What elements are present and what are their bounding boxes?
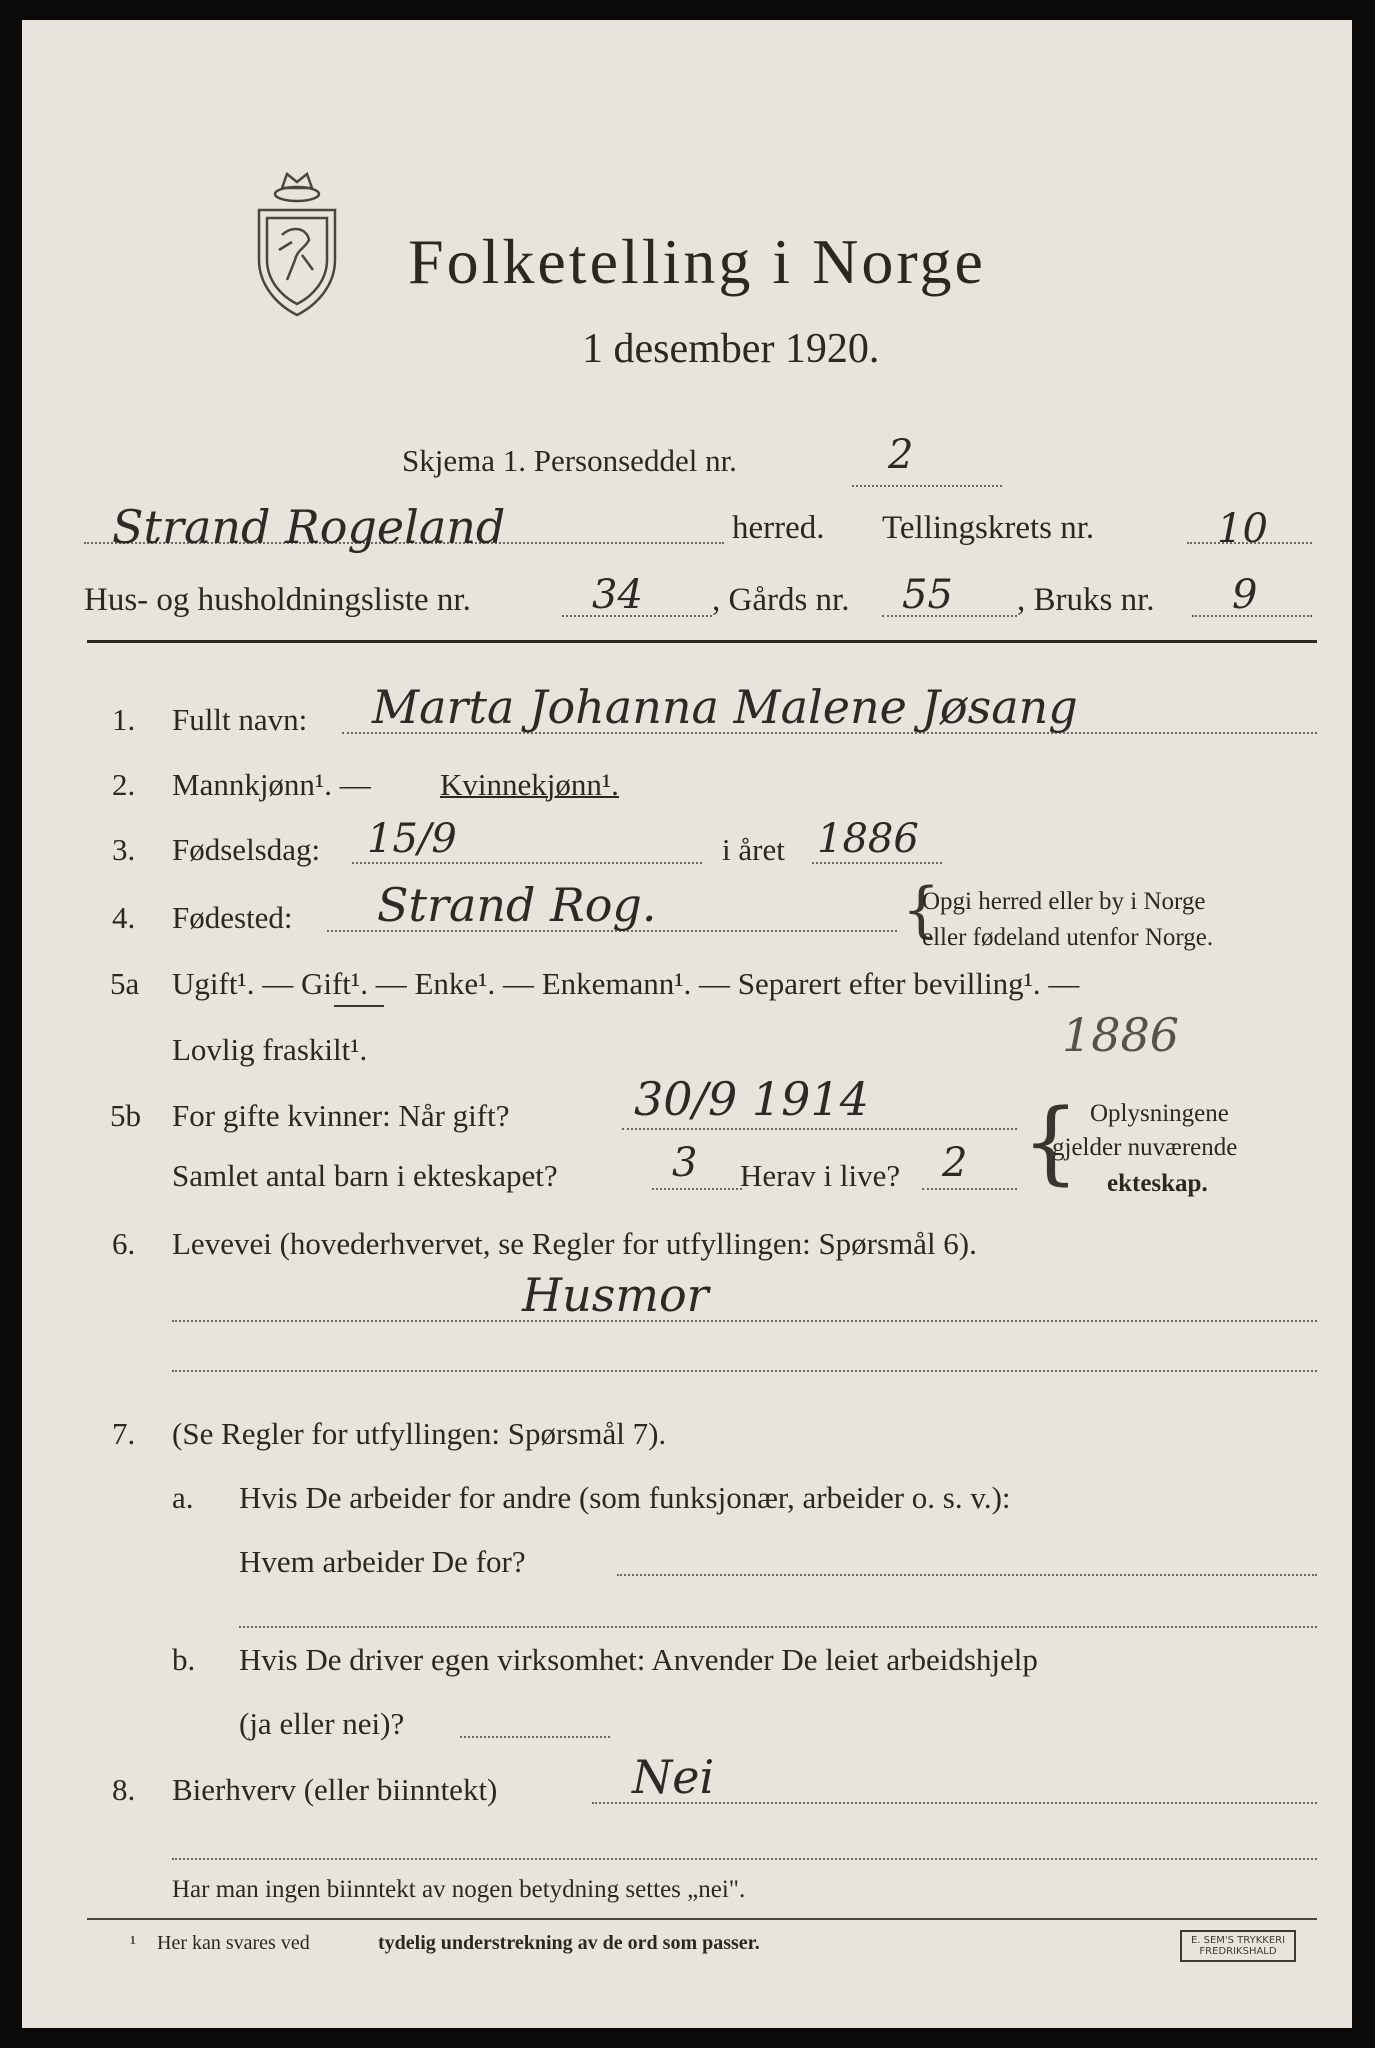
person-number-value: 2 [888, 432, 914, 478]
q4-number: 4. [112, 900, 136, 935]
married-label: For gifte kvinner: Når gift? [172, 1098, 510, 1133]
husliste-label: Hus- og husholdningsliste nr. [84, 582, 471, 618]
alive-label: Herav i live? [740, 1158, 901, 1193]
bruks-value: 9 [1232, 572, 1258, 618]
q5b-note-line2: gjelder nuværende [1052, 1134, 1238, 1161]
q5b-note-line3: ekteskap. [1107, 1170, 1208, 1197]
q4-brace: { [902, 875, 941, 945]
q5b-brace: { [1022, 1090, 1080, 1195]
q7a-line1: Hvis De arbeider for andre (som funksjonær, arbeider o. s. v.): [239, 1480, 1011, 1515]
tellingskrets-value: 10 [1217, 506, 1268, 552]
q4-note-line2: eller fødeland utenfor Norge. [922, 924, 1214, 951]
birth-year-label: i året [722, 832, 785, 867]
footnote-text-a: Her kan svares ved [157, 1932, 310, 1954]
q7b-line2: (ja eller nei)? [239, 1706, 405, 1741]
gards-label: , Gårds nr. [712, 582, 850, 618]
q7-label: (Se Regler for utfyllingen: Spørsmål 7). [172, 1416, 667, 1451]
printer-stamp: E. SEM'S TRYKKERI FREDRIKSHALD [1180, 1930, 1296, 1962]
q3-number: 3. [112, 832, 136, 867]
q7a-line2: Hvem arbeider De for? [239, 1544, 526, 1579]
q7b-letter: b. [172, 1642, 196, 1677]
birthplace-value: Strand Rog. [377, 878, 657, 932]
herred-value: Strand Rogeland [112, 500, 506, 554]
q5b-number: 5b [110, 1098, 141, 1133]
q4-note-line1: Opgi herred eller by i Norge [922, 888, 1206, 915]
alive-value: 2 [942, 1140, 968, 1186]
footer-note: Har man ingen biinntekt av nogen betydning settes „nei". [172, 1876, 746, 1903]
footnote-mark: ¹ [130, 1932, 136, 1954]
side-income-value: Nei [632, 1750, 715, 1804]
q4-label: Fødested: [172, 900, 293, 935]
q6-label: Levevei (hovederhvervet, se Regler for utfyllingen: Spørsmål 6). [172, 1226, 977, 1261]
form-title: Folketelling i Norge [408, 226, 986, 297]
marital-status-options: Ugift¹. — Gift¹. — Enke¹. — Enkemann¹. — Separert efter bevilling¹. — [172, 966, 1080, 1001]
q2-number: 2. [112, 767, 136, 802]
q7-number: 7. [112, 1416, 136, 1451]
occupation-value: Husmor [522, 1268, 709, 1322]
q3-label: Fødselsdag: [172, 832, 321, 867]
birth-year-value: 1886 [817, 816, 919, 862]
husliste-value: 34 [592, 572, 643, 618]
q5b-note-line1: Oplysningene [1090, 1100, 1229, 1127]
birthday-value: 15/9 [367, 816, 457, 862]
children-label: Samlet antal barn i ekteskapet? [172, 1158, 558, 1193]
q2-male-label: Mannkjønn¹. — [172, 767, 371, 802]
q7b-line1: Hvis De driver egen virksomhet: Anvender De leiet arbeidshjelp [239, 1642, 1038, 1677]
q1-number: 1. [112, 702, 136, 737]
children-value: 3 [672, 1140, 698, 1186]
census-date: 1 desember 1920. [582, 326, 880, 372]
q8-label: Bierhverv (eller biinntekt) [172, 1772, 498, 1807]
tellingskrets-label: Tellingskrets nr. [882, 510, 1095, 546]
q1-label: Fullt navn: [172, 702, 308, 737]
marital-status-line2: Lovlig fraskilt¹. [172, 1032, 368, 1067]
census-form-sheet [22, 20, 1352, 2028]
q7a-letter: a. [172, 1480, 194, 1515]
gards-value: 55 [902, 572, 953, 618]
footnote-text-b: tydelig understrekning av de ord som passer. [378, 1932, 760, 1954]
gift-underline [334, 1005, 384, 1007]
q8-number: 8. [112, 1772, 136, 1807]
schema-label: Skjema 1. Personseddel nr. [402, 443, 737, 478]
q5a-number: 5a [110, 966, 140, 1001]
herred-label: herred. [732, 510, 825, 546]
footnote-divider [87, 1918, 1317, 1920]
bruks-label: , Bruks nr. [1017, 582, 1155, 618]
q2-female-label: Kvinnekjønn¹. [440, 767, 619, 802]
margin-note-year: 1886 [1062, 1008, 1180, 1062]
full-name-value: Marta Johanna Malene Jøsang [372, 680, 1078, 734]
header-divider [87, 640, 1317, 643]
married-date-value: 30/9 1914 [634, 1072, 869, 1126]
norway-coat-of-arms-icon [247, 170, 347, 320]
q6-number: 6. [112, 1226, 136, 1261]
